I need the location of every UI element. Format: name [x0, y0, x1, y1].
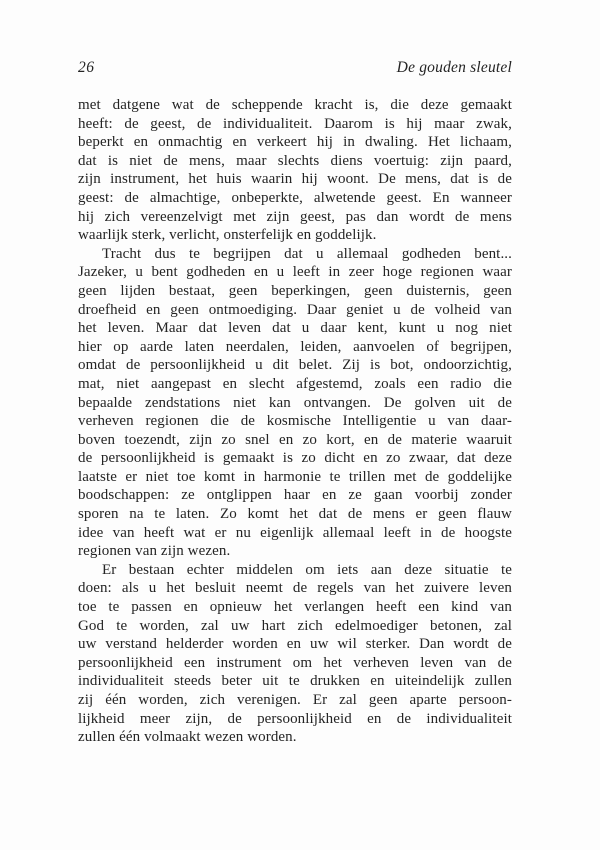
- text-line: mat, niet aangepast en slecht afgestemd, zoals een radio die: [78, 375, 512, 392]
- text-line: doen: als u het besluit neemt de regels van het zuivere leven: [78, 580, 512, 597]
- text-line: uw verstand helderder worden en uw wil sterker. Dan wordt de: [78, 636, 512, 653]
- text-line: het leven. Maar dat leven dat u daar kent, kunt u nog niet: [78, 320, 512, 337]
- text-line: beperkt en onmachtig en verkeert hij in dwaling. Het lichaam,: [78, 134, 512, 151]
- text-line: zijn instrument, het huis waarin hij woont. De mens, dat is de: [78, 171, 512, 188]
- text-line: Jazeker, u bent godheden en u leeft in zeer hoge regionen waar: [78, 264, 512, 281]
- text-line: Er bestaan echter middelen om iets aan deze situatie te: [102, 561, 512, 578]
- text-line: individualiteit steeds beter uit te drukken en uiteindelijk zullen: [78, 673, 512, 690]
- text-line: Tracht dus te begrijpen dat u allemaal godheden bent...: [102, 245, 512, 262]
- text-line: laatste er niet toe komt in harmonie te trillen met de goddelijke: [78, 468, 512, 485]
- text-line: hier op aarde laten neerdalen, leiden, aanvoelen of begrijpen,: [78, 338, 512, 355]
- page-number: 26: [78, 59, 95, 76]
- text-line: omdat de persoonlijkheid u dit belet. Zij is bot, ondoorzichtig,: [78, 357, 512, 374]
- text-line: sporen na te laten. Zo komt het dat de mens er geen flauw: [78, 506, 512, 523]
- text-line: geen lijden bestaat, geen beperkingen, geen duisternis, geen: [78, 282, 512, 299]
- text-line: heeft: de geest, de individualiteit. Daarom is hij maar zwak,: [78, 115, 512, 132]
- text-line: met datgene wat de scheppende kracht is, die deze gemaakt: [78, 97, 512, 113]
- text-line: waarlijk sterk, verlicht, onsterfelijk en goddelijk.: [78, 227, 377, 244]
- text-line: zullen één volmaakt wezen worden.: [78, 729, 297, 746]
- text-line: verheven regionen die de kosmische Intelligentie u van daar-: [78, 413, 512, 430]
- text-line: persoonlijkheid een instrument om het verheven leven van de: [78, 654, 512, 671]
- running-title: De gouden sleutel: [396, 59, 512, 76]
- text-line: toe te passen en opnieuw het verlangen heeft een kind van: [78, 599, 512, 616]
- text-line: bepaalde zendstations niet kan ontvangen. De golven uit de: [78, 394, 512, 411]
- text-line: de persoonlijkheid is gemaakt is zo dicht en zo zwaar, dat deze: [78, 450, 512, 467]
- running-header: [78, 59, 512, 77]
- text-line: geest: de almachtige, onbeperkte, alwetende geest. En wanneer: [78, 189, 512, 206]
- text-line: lijkheid meer zijn, de persoonlijkheid en de individualiteit: [78, 710, 512, 727]
- text-line: zij één worden, zich verenigen. Er zal geen aparte persoon-: [78, 692, 512, 708]
- text-line: regionen van zijn wezen.: [78, 543, 231, 560]
- text-line: idee van heeft wat er nu eigenlijk allemaal leeft in de hoogste: [78, 524, 512, 541]
- text-line: dat is niet de mens, maar slechts diens voertuig: zijn paard,: [78, 152, 512, 169]
- text-line: God te worden, zal uw hart zich edelmoediger betonen, zal: [78, 617, 512, 634]
- text-line: droefheid en geen ontmoediging. Daar geniet u de volheid van: [78, 301, 512, 318]
- text-block: [78, 96, 512, 747]
- text-line: boven toezendt, zijn zo snel en zo kort, en de materie waaruit: [78, 431, 512, 448]
- text-line: boodschappen: ze ontglippen haar en ze gaan voorbij zonder: [78, 487, 512, 504]
- text-line: hij zich vereenzelvigt met zijn geest, pas dan wordt de mens: [78, 208, 512, 225]
